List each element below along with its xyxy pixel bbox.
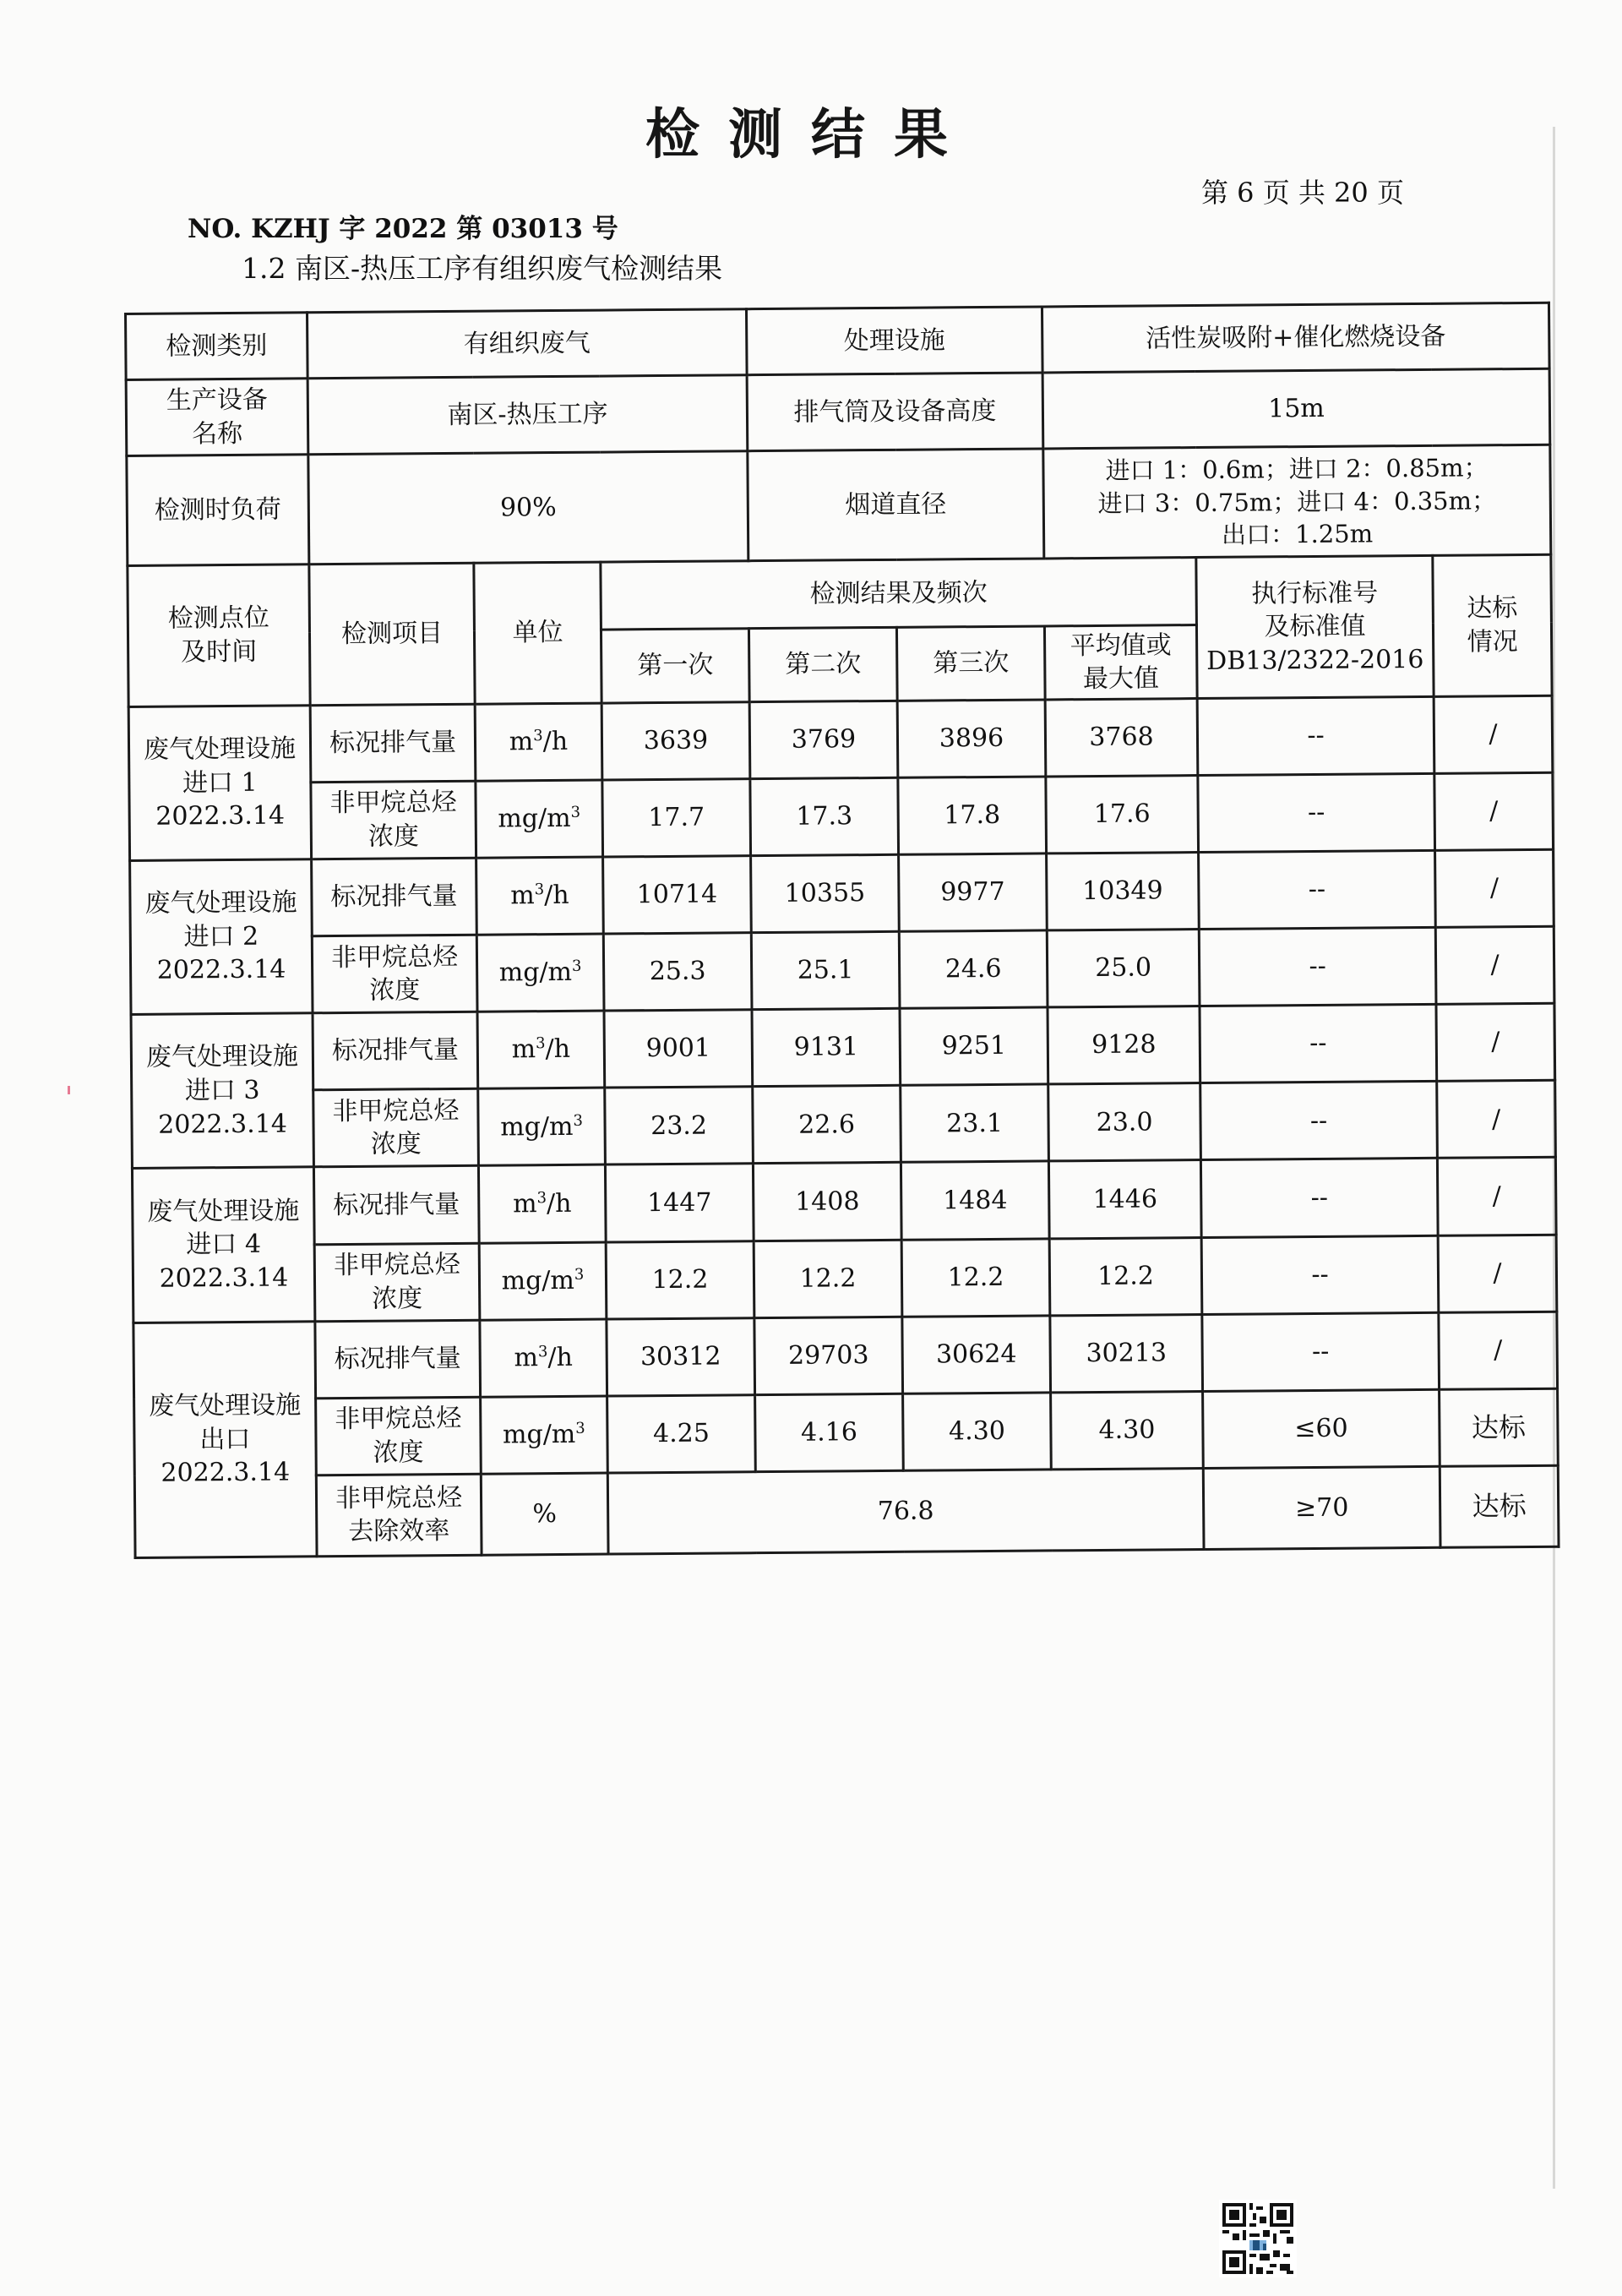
value-cell: 3896 bbox=[897, 700, 1046, 777]
compliance-cell: / bbox=[1439, 1312, 1558, 1389]
item-cell: 非甲烷总烃 浓度 bbox=[316, 1397, 482, 1475]
header-first: 第一次 bbox=[601, 629, 749, 703]
qr-code bbox=[1219, 2200, 1297, 2277]
header-results: 检测结果及频次 bbox=[601, 558, 1197, 630]
item-cell: 非甲烷总烃 浓度 bbox=[313, 1089, 479, 1168]
value-cell: 25.1 bbox=[751, 931, 900, 1009]
value-cell: 12.2 bbox=[1049, 1237, 1202, 1316]
value-cell: 4.30 bbox=[903, 1393, 1052, 1470]
info-label: 处理设施 bbox=[747, 307, 1043, 375]
value-cell: 9128 bbox=[1048, 1006, 1200, 1085]
page-title: 检测结果 bbox=[645, 104, 977, 166]
table-row bbox=[131, 1003, 1555, 1091]
value-cell: 3769 bbox=[749, 701, 898, 778]
value-cell: 4.30 bbox=[1051, 1391, 1204, 1470]
table-row bbox=[134, 1388, 1559, 1476]
standard-cell: -- bbox=[1199, 850, 1436, 929]
info-value: 有组织废气 bbox=[308, 309, 748, 379]
value-cell: 24.6 bbox=[899, 930, 1048, 1008]
item-cell: 标况排气量 bbox=[313, 1012, 478, 1090]
standard-cell: -- bbox=[1200, 1082, 1438, 1160]
value-cell: 9131 bbox=[752, 1008, 901, 1086]
value-cell: 3639 bbox=[601, 701, 750, 779]
info-value: 活性炭吸附+催化燃烧设备 bbox=[1042, 303, 1550, 373]
unit-cell: $m^3/h$ bbox=[476, 857, 604, 935]
compliance-cell: / bbox=[1434, 772, 1554, 850]
value-cell: 30312 bbox=[607, 1317, 755, 1395]
table-row bbox=[132, 1081, 1556, 1169]
item-cell: 非甲烷总烃 浓度 bbox=[311, 781, 476, 859]
value-cell: 3768 bbox=[1045, 698, 1198, 777]
info-row bbox=[127, 444, 1551, 565]
table-row bbox=[130, 926, 1554, 1014]
standard-cell: -- bbox=[1201, 1235, 1439, 1314]
header-standard: 执行标准号 及标准值 DB13/2322-2016 bbox=[1196, 556, 1434, 699]
unit-cell: $mg/m^3$ bbox=[476, 780, 603, 858]
unit-cell: % bbox=[481, 1473, 608, 1555]
value-cell: 30213 bbox=[1050, 1314, 1203, 1393]
compliance-cell: / bbox=[1438, 1235, 1557, 1312]
value-cell: 12.2 bbox=[901, 1238, 1050, 1316]
value-cell: 9251 bbox=[900, 1007, 1048, 1085]
standard-cell: -- bbox=[1197, 696, 1434, 775]
standard-cell: ≥70 bbox=[1203, 1466, 1440, 1549]
header-unit: 单位 bbox=[474, 562, 601, 704]
item-cell: 非甲烷总烃 浓度 bbox=[312, 935, 477, 1013]
compliance-cell: / bbox=[1437, 1158, 1556, 1235]
compliance-cell: / bbox=[1434, 695, 1553, 773]
results-table-wrapper bbox=[124, 302, 1558, 1559]
value-cell: 1484 bbox=[901, 1161, 1049, 1239]
compliance-cell: / bbox=[1435, 926, 1554, 1004]
unit-cell: $m^3/h$ bbox=[480, 1319, 607, 1397]
standard-cell: -- bbox=[1200, 1159, 1438, 1237]
point-cell: 废气处理设施 出口 2022.3.14 bbox=[133, 1321, 317, 1557]
standard-cell: -- bbox=[1200, 1005, 1437, 1083]
table-row bbox=[132, 1158, 1556, 1246]
value-cell: 23.2 bbox=[605, 1087, 754, 1164]
unit-cell: $m^3/h$ bbox=[478, 1164, 606, 1242]
value-cell: 4.16 bbox=[755, 1393, 904, 1471]
item-cell: 标况排气量 bbox=[313, 1166, 479, 1245]
report-number: NO. KZHJ 字 2022 第 03013 号 bbox=[188, 214, 618, 244]
info-row bbox=[126, 368, 1550, 455]
point-cell: 废气处理设施 进口 2 2022.3.14 bbox=[130, 859, 313, 1015]
header-item: 检测项目 bbox=[309, 564, 475, 706]
header-row bbox=[128, 555, 1552, 634]
table-row bbox=[133, 1312, 1558, 1399]
standard-cell: -- bbox=[1198, 773, 1435, 852]
info-value: 90% bbox=[308, 451, 748, 564]
unit-cell: $mg/m^3$ bbox=[481, 1396, 608, 1474]
point-cell: 废气处理设施 进口 4 2022.3.14 bbox=[132, 1167, 314, 1323]
value-cell: 25.0 bbox=[1047, 930, 1200, 1008]
value-cell: 12.2 bbox=[606, 1241, 754, 1318]
item-cell: 非甲烷总烃 浓度 bbox=[314, 1243, 480, 1322]
item-cell: 非甲烷总烃 去除效率 bbox=[316, 1474, 482, 1557]
value-cell: 1408 bbox=[753, 1163, 901, 1241]
value-cell: 12.2 bbox=[754, 1240, 902, 1317]
efficiency-value: 76.8 bbox=[607, 1468, 1204, 1554]
table-row bbox=[129, 772, 1554, 860]
standard-cell: ≤60 bbox=[1203, 1389, 1440, 1468]
scan-mark bbox=[68, 1086, 70, 1094]
point-cell: 废气处理设施 进口 3 2022.3.14 bbox=[131, 1013, 313, 1169]
value-cell: 25.3 bbox=[603, 933, 752, 1011]
header-average: 平均值或 最大值 bbox=[1044, 625, 1197, 700]
compliance-cell: 达标 bbox=[1440, 1388, 1559, 1466]
info-value: 15m bbox=[1042, 368, 1550, 449]
value-cell: 9001 bbox=[604, 1010, 753, 1088]
value-cell: 30624 bbox=[902, 1316, 1051, 1393]
header-third: 第三次 bbox=[896, 626, 1045, 701]
item-cell: 标况排气量 bbox=[312, 858, 477, 936]
value-cell: 17.6 bbox=[1046, 775, 1199, 854]
value-cell: 1446 bbox=[1048, 1160, 1201, 1239]
section-title: 1.2 南区-热压工序有组织废气检测结果 bbox=[242, 252, 723, 285]
unit-cell: $mg/m^3$ bbox=[478, 1088, 606, 1165]
value-cell: 4.25 bbox=[607, 1394, 756, 1472]
table-row bbox=[128, 695, 1553, 783]
info-value: 南区-热压工序 bbox=[308, 375, 748, 455]
item-cell: 标况排气量 bbox=[315, 1320, 481, 1399]
results-table bbox=[124, 302, 1560, 1559]
item-cell: 标况排气量 bbox=[310, 704, 476, 783]
page-info: 第 6 页 共 20 页 bbox=[1201, 177, 1404, 209]
value-cell: 9977 bbox=[899, 854, 1048, 931]
header-compliance: 达标 情况 bbox=[1433, 555, 1552, 696]
info-label: 生产设备 名称 bbox=[126, 379, 308, 456]
header-second: 第二次 bbox=[748, 628, 897, 702]
value-cell: 23.1 bbox=[901, 1084, 1049, 1162]
info-label: 排气筒及设备高度 bbox=[747, 373, 1043, 451]
value-cell: 10355 bbox=[751, 854, 900, 932]
compliance-cell: / bbox=[1437, 1081, 1556, 1159]
standard-cell: -- bbox=[1202, 1312, 1440, 1391]
info-row bbox=[126, 303, 1550, 379]
point-cell: 废气处理设施 进口 1 2022.3.14 bbox=[128, 706, 311, 861]
unit-cell: $m^3/h$ bbox=[477, 1011, 605, 1088]
header-point: 检测点位 及时间 bbox=[128, 564, 310, 706]
table-row bbox=[134, 1465, 1559, 1557]
compliance-cell: 达标 bbox=[1440, 1465, 1559, 1547]
value-cell: 17.7 bbox=[602, 779, 751, 857]
value-cell: 10349 bbox=[1047, 852, 1200, 930]
value-cell: 22.6 bbox=[753, 1086, 901, 1164]
unit-cell: $mg/m^3$ bbox=[476, 934, 604, 1012]
info-label: 烟道直径 bbox=[748, 449, 1044, 561]
value-cell: 17.3 bbox=[750, 777, 899, 855]
info-label: 检测类别 bbox=[126, 313, 308, 380]
compliance-cell: / bbox=[1435, 849, 1554, 927]
table-row bbox=[130, 849, 1554, 937]
info-label: 检测时负荷 bbox=[127, 455, 309, 566]
unit-cell: $m^3/h$ bbox=[475, 703, 602, 781]
standard-cell: -- bbox=[1199, 927, 1436, 1006]
value-cell: 1447 bbox=[605, 1164, 754, 1241]
info-value: 进口 1：0.6m；进口 2：0.85m； 进口 3：0.75m；进口 4：0.35m； 出口：1.25m bbox=[1043, 444, 1551, 559]
compliance-cell: / bbox=[1436, 1003, 1555, 1081]
table-row bbox=[133, 1235, 1557, 1323]
value-cell: 17.8 bbox=[898, 777, 1047, 854]
unit-cell: $mg/m^3$ bbox=[479, 1242, 607, 1320]
value-cell: 10714 bbox=[603, 856, 752, 934]
value-cell: 29703 bbox=[754, 1317, 903, 1394]
value-cell: 23.0 bbox=[1048, 1083, 1201, 1162]
